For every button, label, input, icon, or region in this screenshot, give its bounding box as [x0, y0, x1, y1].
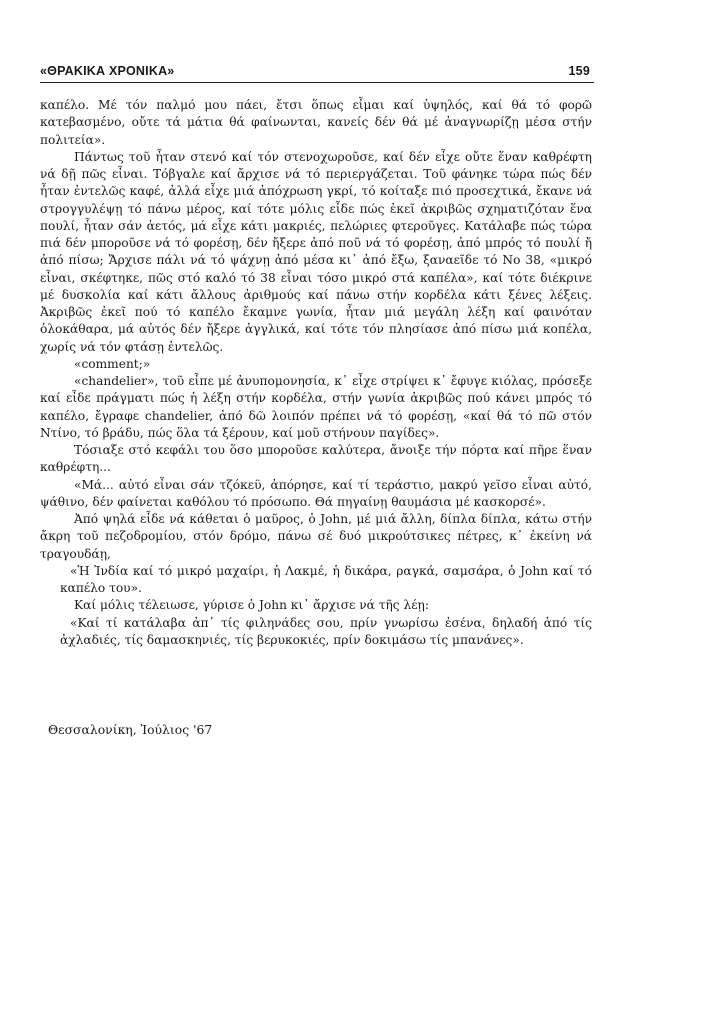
header-rule	[40, 82, 594, 83]
journal-title: «ΘΡΑΚΙΚΑ ΧΡΟΝΙΚΑ»	[40, 64, 175, 78]
paragraph: Καί μόλις τέλειωσε, γύρισε ὁ John κι᾽ ἄρχισε νά τῆς λέῃ:	[74, 598, 429, 613]
running-header	[40, 64, 590, 78]
song-verse: «Ἡ Ἰνδία καί τό μικρό μαχαίρι, ἡ Λακμέ, ἡ δικάρα, ραγκά, σαμσάρα, ὁ John καί τό καπέλο του».	[60, 563, 592, 595]
paragraph: «chandelier», τοῦ εἶπε μέ ἀνυπομονησία, κ᾽ εἶχε στρίψει κ᾽ ἔφυγε κιόλας, πρόσεξε καί εἶδε πράγματι πώς ἡ λέξη στήν κορδέλα, στήν γωνία ἀκριβῶς πού κάνει μπρός τό καπέλο, ἔγραφε chandelier, ἀπό δῶ λοιπόν πρέπει νά τό φορέσῃ, «καί θά τό πῶ στόν Ντίνο, τό βράδυ, πώς ὅλα τά ξέρουν, καί μοῦ στήνουν παγίδες».	[40, 374, 592, 440]
paragraph: καπέλο. Μέ τόν παλμό μου πάει, ἔτσι ὅπως εἶμαι καί ὑψηλός, καί θά τό φορῶ κατεβασμένο, οὔτε τά μάτια θά φαίνωνται, κανείς δέν θά μέ ἀναγνωρίζῃ μέσα στήν πολιτεία».	[40, 98, 592, 147]
paragraph: Τόσιαξε στό κεφάλι του ὅσο μποροῦσε καλύτερα, ἄνοιξε τήν πόρτα καί πῆρε ἕναν καθρέφτη...	[40, 443, 592, 475]
paragraph: «Μά... αὐτό εἶναι σάν τζόκεϋ, ἀπόρησε, καί τί τεράστιο, μακρύ γεῖσο εἶναι αὐτό, ψάθινο, δέν φαίνεται καθόλου τό πρόσωπο. Θά πηγαίνῃ θαυμάσια μέ κασκορσέ».	[40, 477, 592, 509]
place-date-signature: Θεσσαλονίκη, Ἰούλιος '67	[48, 722, 213, 737]
paragraph: Ἀπό ψηλά εἶδε νά κάθεται ὁ μαῦρος, ὁ John, μέ μιά ἄλλη, δίπλα δίπλα, κάτω στήν ἄκρη τοῦ πεζοδρομίου, στόν δρόμο, πάνω σέ δυό μικρούτσικες πέτρες, κ᾽ ἐκείνη νά τραγουδάῃ,	[40, 512, 592, 561]
paragraph: Πάντως τοῦ ἦταν στενό καί τόν στενοχωροῦσε, καί δέν εἶχε οὔτε ἕναν καθρέφτη νά δῇ πῶς εἶναι. Τόβγαλε καί ἄρχισε νά τό περιεργάζεται. Τοῦ φάνηκε τώρα πώς δέν ἦταν ἐντελῶς καφέ, ἀλλά εἶχε μιά ἀπόχρωση γκρί, τό κοίταξε πιό προσεχτικά, ἔκανε νά στρογγυλέψῃ τό πάνω μέρος, καί τότε μόλις εἶδε πώς ἐκεῖ ἀκριβῶς σχηματιζόταν ἕνα πουλί, ἦταν σάν ἀετός, μά εἶχε κάτι μακριές, πελώριες φτεροῦγες. Κατάλαβε πώς τώρα πιά δέν μποροῦσε νά τό φορέσῃ, δέν ἤξερε ἀπό ποῦ νά τό φορέσῃ, ἀπό μπρός τό πουλί ἤ ἀπό πίσω; Ἄρχισε πάλι νά τό ψάχνῃ ἀπό μέσα κι᾽ ἀπό ἔξω, ξαναεῖδε τό Νο 38, «μικρό εἶναι, σκέφτηκε, πῶς στό καλό τό 38 εἶναι τόσο μικρό στά καπέλα», καί τότε διέκρινε μέ δυσκολία καί κάτι ἄλλους ἀριθμούς καί πάνω στήν κορδέλα κάτι ξένες λέξεις. Ἀκριβῶς ἐκεῖ πού τό καπέλο ἔκαμνε γωνία, ἦταν μιά μεγάλη λέξη καί φαινόταν ὁλοκάθαρα, μά αὐτός δέν ἤξερε ἀγγλικά, καί τότε τόν πλησίασε ἀπό πίσω μιά κοπέλα, χωρίς νά τόν φτάσῃ ἐντελῶς.	[40, 149, 592, 354]
text-body	[40, 97, 592, 649]
quoted-speech: «Καί τί κατάλαβα ἀπ᾽ τίς φιληνάδες σου, πρίν γνωρίσω ἐσένα, δηλαδή ἀπό τίς ἀχλαδιές, τίς δαμασκηνιές, τίς βερυκοκιές, πρίν δοκιμάσω τίς μπανάνες».	[60, 615, 592, 647]
page-number: 159	[568, 64, 590, 78]
paragraph: «comment;»	[74, 356, 151, 371]
